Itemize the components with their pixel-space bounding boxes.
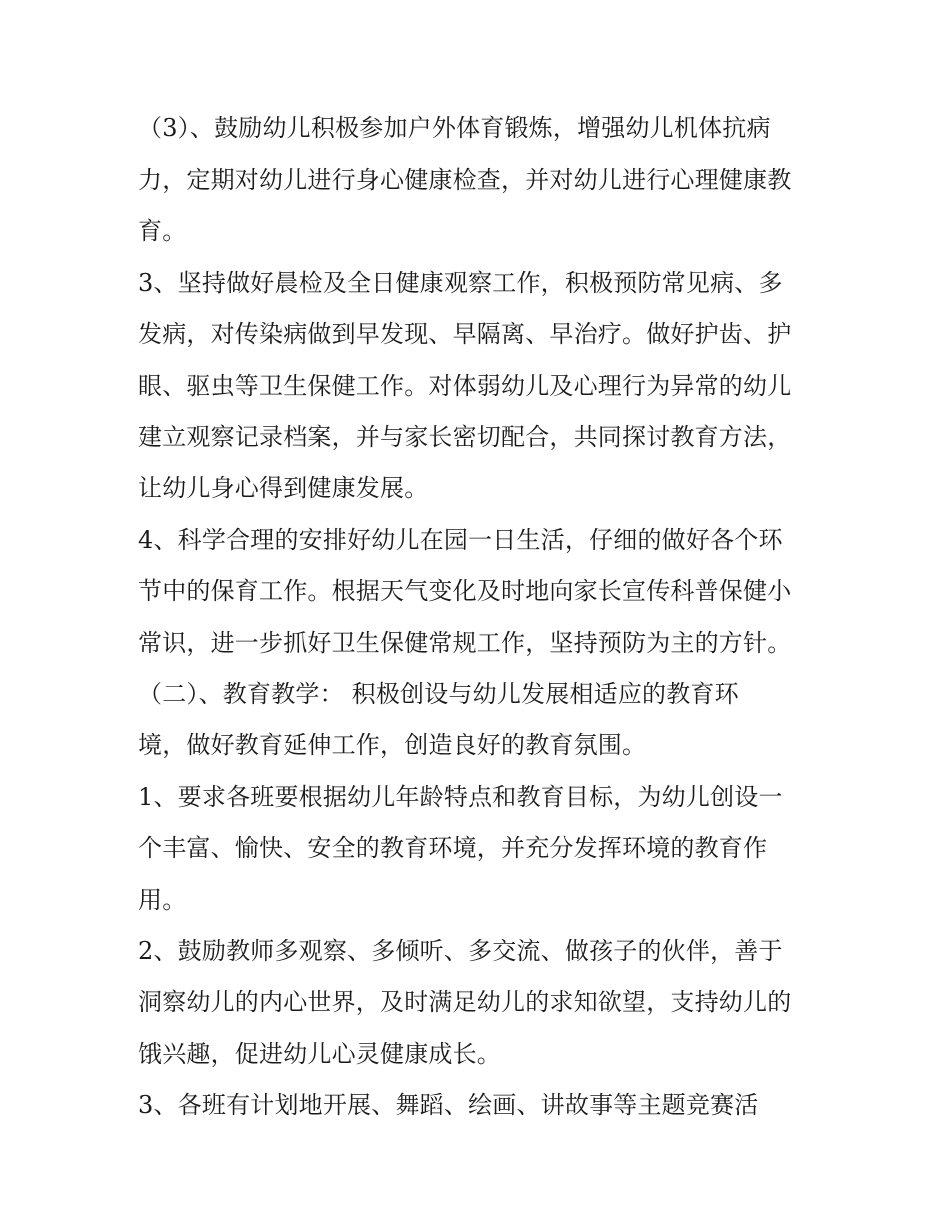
text-line: 饿兴趣，促进幼儿心灵健康成长。 [138, 1040, 501, 1068]
text-line: 境，做好教育延伸工作，创造良好的教育氛围。 [138, 731, 647, 759]
text-line: 育。 [138, 217, 187, 245]
text-line: 1、要求各班要根据幼儿年龄特点和教育目标，为幼儿创设一 [138, 783, 783, 811]
text-line: 洞察幼儿的内心世界，及时满足幼儿的求知欲望，支持幼儿的 [138, 988, 792, 1016]
text-line: 眼、驱虫等卫生保健工作。对体弱幼儿及心理行为异常的幼儿 [138, 372, 792, 400]
text-line: 2、鼓励教师多观察、多倾听、多交流、做孩子的伙伴，善于 [138, 937, 783, 965]
text-line: 建立观察记录档案，并与家长密切配合，共同探讨教育方法， [138, 423, 792, 451]
text-line: 3、坚持做好晨检及全日健康观察工作，积极预防常见病、多 [138, 269, 783, 297]
text-line: （二）、教育教学： 积极创设与幼儿发展相适应的教育环 [138, 680, 739, 708]
text-line: 3、各班有计划地开展、舞蹈、绘画、讲故事等主题竞赛活 [138, 1091, 759, 1119]
text-line: 个丰富、愉快、安全的教育环境，并充分发挥环境的教育作 [138, 834, 768, 862]
text-line: 让幼儿身心得到健康发展。 [138, 474, 429, 502]
text-line: （3）、鼓励幼儿积极参加户外体育锻炼，增强幼儿机体抗病 [138, 114, 771, 142]
text-line: 发病，对传染病做到早发现、早隔离、早治疗。做好护齿、护 [138, 320, 792, 348]
text-line: 力，定期对幼儿进行身心健康检查，并对幼儿进行心理健康教 [138, 166, 792, 194]
text-line: 常识，进一步抓好卫生保健常规工作，坚持预防为主的方针。 [138, 629, 792, 657]
text-line: 用。 [138, 886, 187, 914]
text-line: 4、科学合理的安排好幼儿在园一日生活，仔细的做好各个环 [138, 526, 783, 554]
text-line: 节中的保育工作。根据天气变化及时地向家长宣传科普保健小 [138, 577, 792, 605]
